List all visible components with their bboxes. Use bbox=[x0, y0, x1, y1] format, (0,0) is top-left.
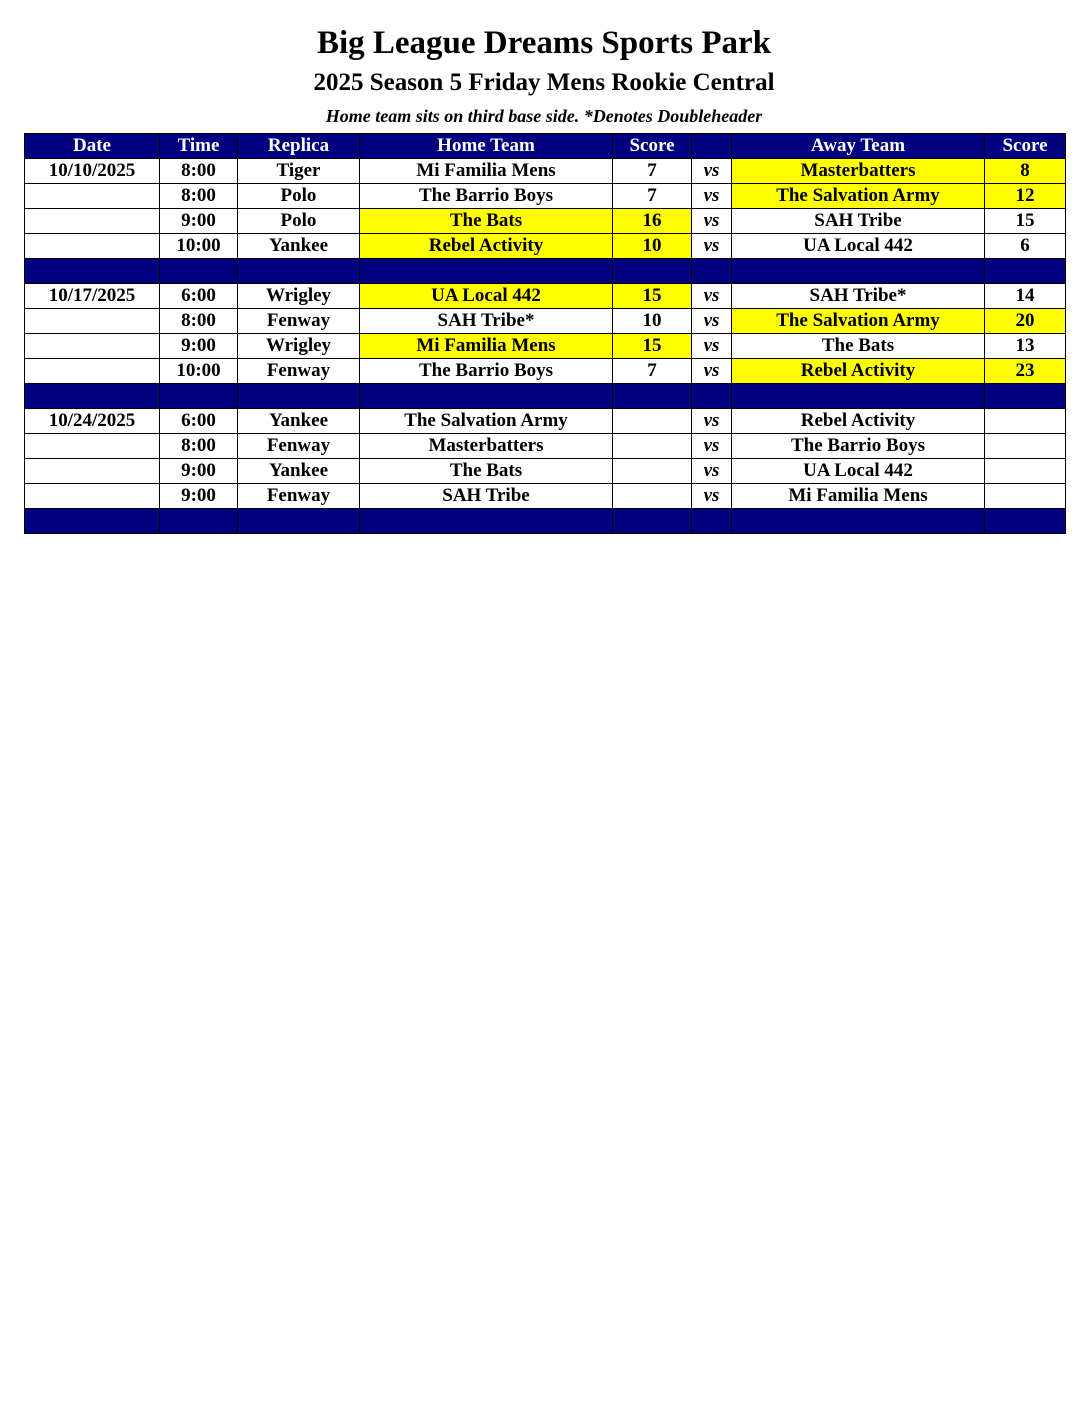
separator-cell bbox=[613, 259, 692, 284]
replica-cell: Tiger bbox=[238, 159, 360, 184]
col-header-replica: Replica bbox=[238, 134, 360, 159]
table-row bbox=[25, 409, 1066, 434]
home-score-cell: 15 bbox=[613, 284, 692, 309]
home-team-cell: The Barrio Boys bbox=[360, 359, 613, 384]
table-row bbox=[25, 234, 1066, 259]
away-score-cell: 13 bbox=[985, 334, 1066, 359]
home-score-cell bbox=[613, 459, 692, 484]
home-score-cell: 7 bbox=[613, 359, 692, 384]
vs-cell: vs bbox=[692, 484, 732, 509]
page-title: Big League Dreams Sports Park bbox=[316, 25, 772, 61]
vs-cell: vs bbox=[692, 409, 732, 434]
separator-cell bbox=[985, 259, 1066, 284]
away-score-cell bbox=[985, 409, 1066, 434]
col-header-vs bbox=[692, 134, 732, 159]
vs-cell: vs bbox=[692, 234, 732, 259]
page-subtitle: 2025 Season 5 Friday Mens Rookie Central bbox=[313, 69, 775, 96]
date-cell bbox=[25, 184, 160, 209]
vs-cell: vs bbox=[692, 184, 732, 209]
time-cell: 9:00 bbox=[160, 484, 238, 509]
schedule-table bbox=[24, 133, 1066, 534]
home-score-cell bbox=[613, 434, 692, 459]
time-cell: 8:00 bbox=[160, 159, 238, 184]
away-team-cell: UA Local 442 bbox=[732, 234, 985, 259]
time-cell: 10:00 bbox=[160, 234, 238, 259]
separator-cell bbox=[25, 384, 160, 409]
separator-cell bbox=[692, 259, 732, 284]
table-row bbox=[25, 184, 1066, 209]
vs-cell: vs bbox=[692, 284, 732, 309]
separator-row bbox=[25, 384, 1066, 409]
date-cell: 10/10/2025 bbox=[25, 159, 160, 184]
time-cell: 8:00 bbox=[160, 434, 238, 459]
date-cell bbox=[25, 234, 160, 259]
separator-cell bbox=[160, 259, 238, 284]
schedule-body bbox=[25, 159, 1066, 534]
col-header-time: Time bbox=[160, 134, 238, 159]
away-team-cell: Mi Familia Mens bbox=[732, 484, 985, 509]
separator-cell bbox=[692, 384, 732, 409]
col-header-away-team: Away Team bbox=[732, 134, 985, 159]
table-row bbox=[25, 434, 1066, 459]
table-row bbox=[25, 309, 1066, 334]
table-row bbox=[25, 334, 1066, 359]
home-team-cell: Rebel Activity bbox=[360, 234, 613, 259]
replica-cell: Polo bbox=[238, 209, 360, 234]
away-score-cell: 20 bbox=[985, 309, 1066, 334]
table-row bbox=[25, 209, 1066, 234]
separator-cell bbox=[985, 509, 1066, 534]
time-cell: 10:00 bbox=[160, 359, 238, 384]
home-score-cell: 10 bbox=[613, 234, 692, 259]
time-cell: 8:00 bbox=[160, 309, 238, 334]
vs-cell: vs bbox=[692, 434, 732, 459]
home-team-cell: The Barrio Boys bbox=[360, 184, 613, 209]
time-cell: 9:00 bbox=[160, 334, 238, 359]
time-cell: 8:00 bbox=[160, 184, 238, 209]
separator-cell bbox=[613, 509, 692, 534]
replica-cell: Yankee bbox=[238, 234, 360, 259]
separator-cell bbox=[732, 509, 985, 534]
separator-cell bbox=[238, 259, 360, 284]
separator-cell bbox=[360, 384, 613, 409]
replica-cell: Fenway bbox=[238, 484, 360, 509]
col-header-home-score: Score bbox=[613, 134, 692, 159]
time-cell: 6:00 bbox=[160, 284, 238, 309]
away-team-cell: Masterbatters bbox=[732, 159, 985, 184]
home-score-cell: 7 bbox=[613, 159, 692, 184]
date-cell bbox=[25, 309, 160, 334]
home-score-cell: 10 bbox=[613, 309, 692, 334]
col-header-home-team: Home Team bbox=[360, 134, 613, 159]
away-score-cell: 8 bbox=[985, 159, 1066, 184]
home-team-cell: The Bats bbox=[360, 459, 613, 484]
away-team-cell: UA Local 442 bbox=[732, 459, 985, 484]
replica-cell: Fenway bbox=[238, 434, 360, 459]
home-team-cell: The Salvation Army bbox=[360, 409, 613, 434]
table-row bbox=[25, 459, 1066, 484]
replica-cell: Fenway bbox=[238, 309, 360, 334]
separator-cell bbox=[160, 384, 238, 409]
away-team-cell: SAH Tribe* bbox=[732, 284, 985, 309]
separator-cell bbox=[613, 384, 692, 409]
away-team-cell: The Barrio Boys bbox=[732, 434, 985, 459]
separator-cell bbox=[238, 509, 360, 534]
col-header-date: Date bbox=[25, 134, 160, 159]
vs-cell: vs bbox=[692, 359, 732, 384]
separator-cell bbox=[732, 259, 985, 284]
home-score-cell: 15 bbox=[613, 334, 692, 359]
home-score-cell: 16 bbox=[613, 209, 692, 234]
date-cell bbox=[25, 459, 160, 484]
time-cell: 9:00 bbox=[160, 459, 238, 484]
away-team-cell: The Salvation Army bbox=[732, 309, 985, 334]
home-team-cell: The Bats bbox=[360, 209, 613, 234]
date-cell: 10/17/2025 bbox=[25, 284, 160, 309]
schedule-note: Home team sits on third base side. *Denotes Doubleheader bbox=[325, 106, 763, 126]
separator-cell bbox=[985, 384, 1066, 409]
separator-cell bbox=[692, 509, 732, 534]
table-row bbox=[25, 284, 1066, 309]
vs-cell: vs bbox=[692, 459, 732, 484]
replica-cell: Wrigley bbox=[238, 334, 360, 359]
date-cell bbox=[25, 334, 160, 359]
home-team-cell: SAH Tribe* bbox=[360, 309, 613, 334]
table-row bbox=[25, 484, 1066, 509]
table-row bbox=[25, 159, 1066, 184]
away-team-cell: SAH Tribe bbox=[732, 209, 985, 234]
vs-cell: vs bbox=[692, 309, 732, 334]
table-row bbox=[25, 359, 1066, 384]
home-score-cell bbox=[613, 409, 692, 434]
home-team-cell: UA Local 442 bbox=[360, 284, 613, 309]
date-cell bbox=[25, 434, 160, 459]
separator-cell bbox=[360, 259, 613, 284]
away-score-cell bbox=[985, 459, 1066, 484]
vs-cell: vs bbox=[692, 334, 732, 359]
away-score-cell: 12 bbox=[985, 184, 1066, 209]
vs-cell: vs bbox=[692, 209, 732, 234]
away-team-cell: The Bats bbox=[732, 334, 985, 359]
date-cell bbox=[25, 484, 160, 509]
date-cell bbox=[25, 359, 160, 384]
separator-cell bbox=[732, 384, 985, 409]
date-cell bbox=[25, 209, 160, 234]
separator-row bbox=[25, 509, 1066, 534]
away-team-cell: The Salvation Army bbox=[732, 184, 985, 209]
time-cell: 9:00 bbox=[160, 209, 238, 234]
separator-row bbox=[25, 259, 1066, 284]
away-score-cell: 6 bbox=[985, 234, 1066, 259]
home-team-cell: SAH Tribe bbox=[360, 484, 613, 509]
separator-cell bbox=[238, 384, 360, 409]
time-cell: 6:00 bbox=[160, 409, 238, 434]
replica-cell: Wrigley bbox=[238, 284, 360, 309]
header-row bbox=[25, 134, 1066, 159]
away-score-cell bbox=[985, 484, 1066, 509]
away-score-cell: 23 bbox=[985, 359, 1066, 384]
home-team-cell: Masterbatters bbox=[360, 434, 613, 459]
separator-cell bbox=[25, 259, 160, 284]
date-cell: 10/24/2025 bbox=[25, 409, 160, 434]
away-team-cell: Rebel Activity bbox=[732, 359, 985, 384]
away-score-cell: 15 bbox=[985, 209, 1066, 234]
home-team-cell: Mi Familia Mens bbox=[360, 334, 613, 359]
separator-cell bbox=[360, 509, 613, 534]
replica-cell: Fenway bbox=[238, 359, 360, 384]
away-team-cell: Rebel Activity bbox=[732, 409, 985, 434]
replica-cell: Yankee bbox=[238, 459, 360, 484]
away-score-cell: 14 bbox=[985, 284, 1066, 309]
replica-cell: Polo bbox=[238, 184, 360, 209]
home-score-cell: 7 bbox=[613, 184, 692, 209]
home-score-cell bbox=[613, 484, 692, 509]
separator-cell bbox=[25, 509, 160, 534]
away-score-cell bbox=[985, 434, 1066, 459]
separator-cell bbox=[160, 509, 238, 534]
vs-cell: vs bbox=[692, 159, 732, 184]
col-header-away-score: Score bbox=[985, 134, 1066, 159]
home-team-cell: Mi Familia Mens bbox=[360, 159, 613, 184]
replica-cell: Yankee bbox=[238, 409, 360, 434]
